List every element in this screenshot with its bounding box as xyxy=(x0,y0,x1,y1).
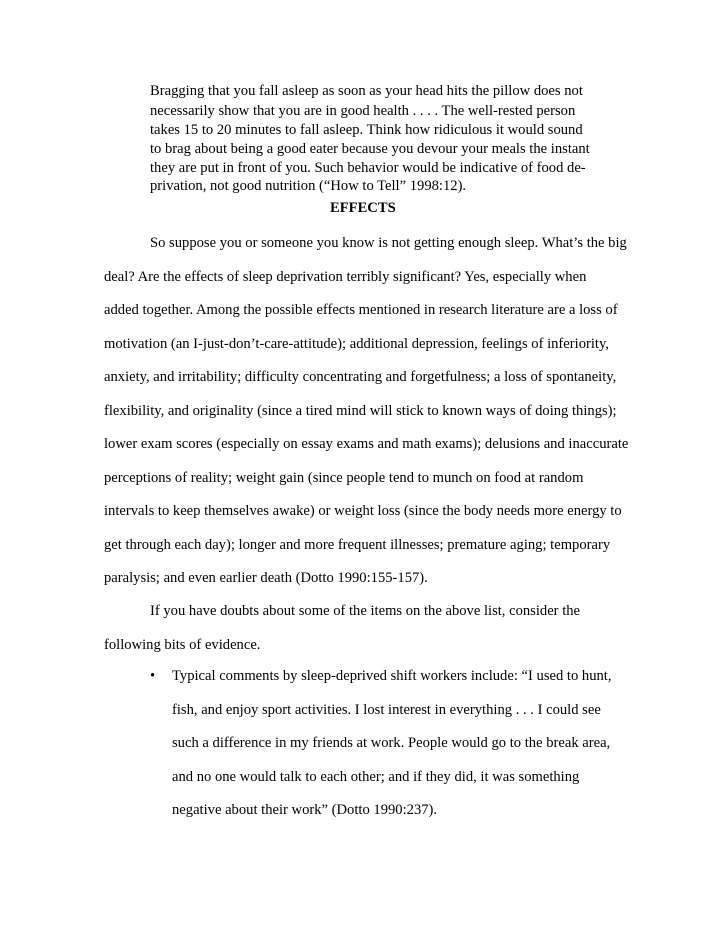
quote-line: they are put in front of you. Such behavior would be indicative of food de- xyxy=(150,160,586,176)
paragraph-line: lower exam scores (especially on essay exams and math exams); delusions and inaccurate xyxy=(104,436,629,452)
quote-line: Bragging that you fall asleep as soon as your head hits the pillow does not xyxy=(150,83,583,99)
paragraph-line: So suppose you or someone you know is not getting enough sleep. What’s the big xyxy=(150,235,627,251)
quote-line: necessarily show that you are in good health . . . . The well-rested person xyxy=(150,103,576,119)
paragraph-line: If you have doubts about some of the items on the above list, consider the xyxy=(150,603,581,619)
bullet-line: such a difference in my friends at work. People would go to the break area, xyxy=(172,735,611,751)
paragraph-line: paralysis; and even earlier death (Dotto 1990:155-157). xyxy=(104,570,428,586)
paragraph-line: perceptions of reality; weight gain (since people tend to munch on food at random xyxy=(104,470,584,486)
bullet-line: fish, and enjoy sport activities. I lost interest in everything . . . I could see xyxy=(172,702,601,718)
paragraph-line: intervals to keep themselves awake) or weight loss (since the body needs more energy to xyxy=(104,503,622,519)
paragraph-line: following bits of evidence. xyxy=(104,637,261,653)
quote-line: to brag about being a good eater because you devour your meals the instant xyxy=(150,141,590,157)
bullet-line: Typical comments by sleep-deprived shift workers include: “I used to hunt, xyxy=(172,668,612,684)
paragraph-line: flexibility, and originality (since a tired mind will stick to known ways of doing things); xyxy=(104,403,617,419)
paragraph-line: added together. Among the possible effects mentioned in research literature are a loss of xyxy=(104,302,618,318)
bullet-marker: • xyxy=(150,668,156,684)
quote-line: takes 15 to 20 minutes to fall asleep. Think how ridiculous it would sound xyxy=(150,122,583,138)
bullet-line: and no one would talk to each other; and if they did, it was something xyxy=(172,769,580,785)
paragraph-line: motivation (an I-just-don’t-care-attitude); additional depression, feelings of inferiority, xyxy=(104,336,609,352)
paragraph-line: get through each day); longer and more frequent illnesses; premature aging; temporary xyxy=(104,537,611,553)
paragraph-line: deal? Are the effects of sleep deprivation terribly significant? Yes, especially when xyxy=(104,269,587,285)
bullet-line: negative about their work” (Dotto 1990:237). xyxy=(172,802,438,818)
section-heading: EFFECTS xyxy=(330,200,396,216)
paragraph-line: anxiety, and irritability; difficulty concentrating and forgetfulness; a loss of spontaneity, xyxy=(104,369,617,385)
quote-line: privation, not good nutrition (“How to Tell” 1998:12). xyxy=(150,178,467,194)
